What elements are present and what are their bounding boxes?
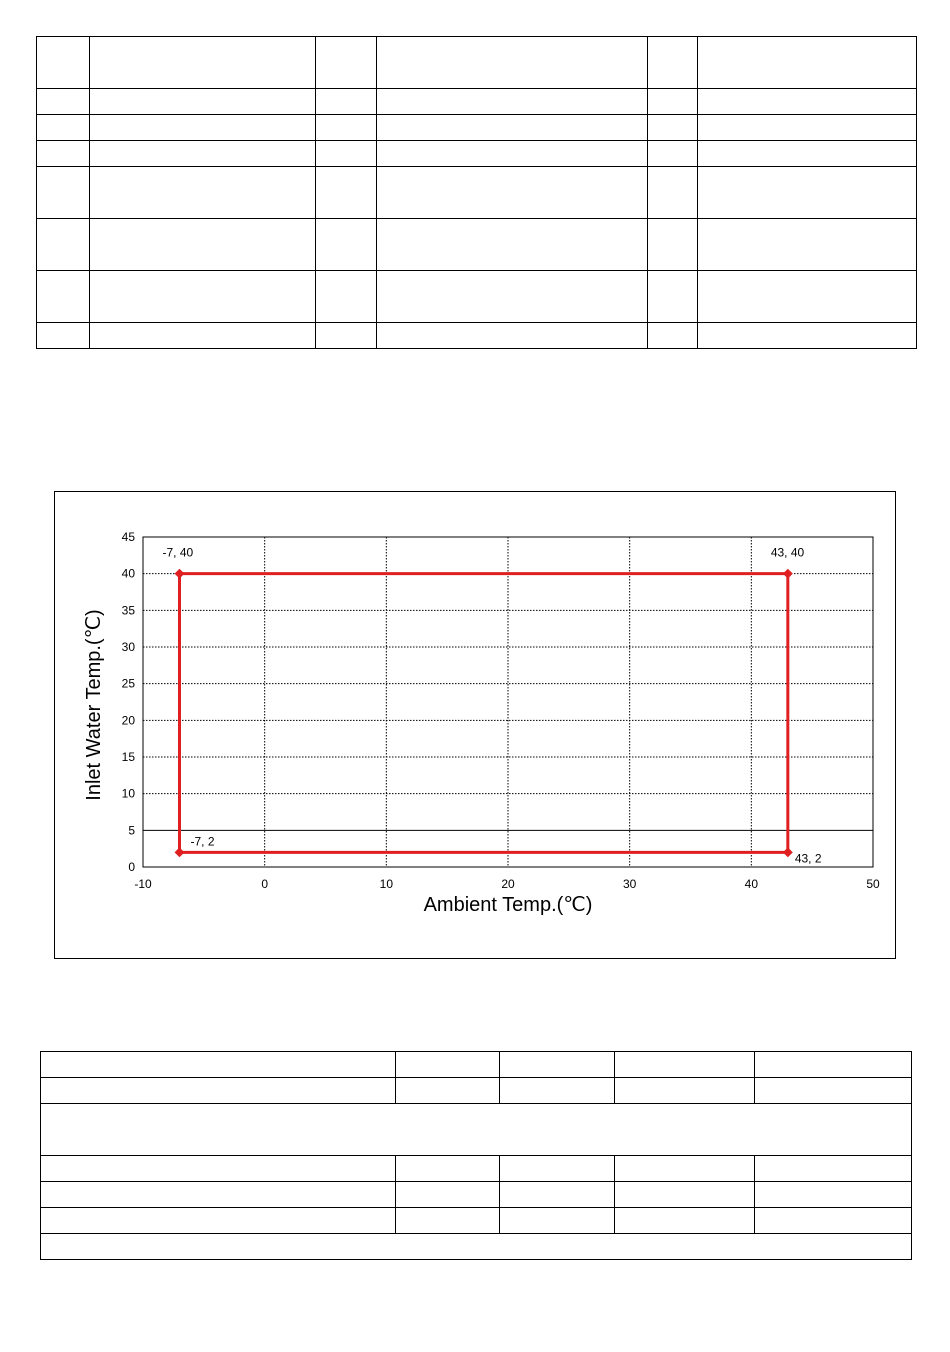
table-cell — [37, 323, 90, 349]
table-row — [37, 141, 917, 167]
table-cell — [377, 37, 648, 89]
table-cell — [377, 141, 648, 167]
table-cell — [648, 271, 698, 323]
table-row — [37, 323, 917, 349]
table-cell — [37, 271, 90, 323]
table-cell — [500, 1052, 615, 1078]
table-cell — [90, 89, 316, 115]
table-cell — [698, 219, 917, 271]
merged-cell — [41, 1104, 912, 1156]
table-cell — [615, 1182, 755, 1208]
table-cell — [755, 1078, 912, 1104]
table-cell — [377, 167, 648, 219]
table-cell — [648, 141, 698, 167]
x-tick-label: 30 — [622, 877, 637, 891]
y-axis-title: Inlet Water Temp.(℃) — [83, 609, 105, 801]
table-cell — [37, 37, 90, 89]
table-cell — [316, 219, 377, 271]
table-cell — [90, 115, 316, 141]
table-cell — [41, 1182, 396, 1208]
table-cell — [698, 271, 917, 323]
table-cell — [396, 1156, 500, 1182]
table-row — [41, 1104, 912, 1156]
table-row — [41, 1078, 912, 1104]
table-row — [37, 167, 917, 219]
table-row — [41, 1234, 912, 1260]
table-cell — [37, 219, 90, 271]
table-cell — [648, 167, 698, 219]
table-cell — [41, 1078, 396, 1104]
table-cell — [500, 1156, 615, 1182]
x-axis-title: Ambient Temp.(℃) — [423, 894, 593, 916]
table-cell — [316, 115, 377, 141]
y-tick-label: 40 — [121, 566, 135, 581]
x-tick-label: 0 — [261, 877, 269, 891]
data-point-marker — [175, 847, 185, 857]
table-cell — [37, 141, 90, 167]
table-row — [37, 37, 917, 89]
table-row — [37, 115, 917, 141]
table-cell — [90, 167, 316, 219]
y-tick-label: 20 — [121, 713, 135, 728]
table-row — [37, 89, 917, 115]
x-tick-label: 50 — [866, 877, 880, 891]
x-tick-label: -10 — [134, 877, 152, 891]
table-cell — [41, 1208, 396, 1234]
table-cell — [755, 1182, 912, 1208]
y-tick-label: 45 — [121, 530, 135, 544]
table-cell — [316, 271, 377, 323]
table-cell — [90, 271, 316, 323]
data-label: 43, 2 — [794, 851, 822, 866]
table-cell — [377, 89, 648, 115]
y-tick-label: 30 — [121, 640, 135, 654]
table-cell — [755, 1052, 912, 1078]
table-cell — [90, 141, 316, 167]
data-label: 43, 40 — [770, 545, 805, 560]
table-cell — [698, 115, 917, 141]
merged-cell — [41, 1234, 912, 1260]
x-tick-label: 40 — [744, 877, 759, 891]
y-tick-label: 0 — [128, 860, 135, 874]
y-tick-label: 25 — [121, 676, 135, 691]
table-cell — [377, 323, 648, 349]
table-row — [41, 1156, 912, 1182]
y-tick-label: 10 — [121, 786, 135, 801]
table-cell — [316, 89, 377, 115]
table-cell — [500, 1208, 615, 1234]
y-tick-label: 15 — [121, 750, 135, 764]
table-cell — [615, 1156, 755, 1182]
table-cell — [698, 141, 917, 167]
table-row — [41, 1208, 912, 1234]
table-cell — [41, 1052, 396, 1078]
table-cell — [396, 1078, 500, 1104]
table-cell — [648, 115, 698, 141]
data-point-marker — [783, 847, 793, 857]
table-cell — [90, 219, 316, 271]
table-cell — [41, 1156, 396, 1182]
y-tick-label: 35 — [121, 603, 135, 618]
table-cell — [37, 89, 90, 115]
table-cell — [500, 1182, 615, 1208]
table-cell — [316, 167, 377, 219]
table-cell — [648, 37, 698, 89]
table-cell — [648, 323, 698, 349]
table-row — [41, 1052, 912, 1078]
table-row — [37, 219, 917, 271]
table-cell — [396, 1208, 500, 1234]
table-cell — [396, 1052, 500, 1078]
table-cell — [500, 1078, 615, 1104]
table-cell — [698, 37, 917, 89]
series-line — [180, 574, 788, 853]
table-cell — [698, 323, 917, 349]
y-tick-label: 5 — [128, 823, 135, 838]
data-point-marker — [175, 569, 185, 579]
table-cell — [377, 115, 648, 141]
x-tick-label: 20 — [501, 877, 515, 891]
table-cell — [316, 323, 377, 349]
table-cell — [37, 167, 90, 219]
table-row — [37, 271, 917, 323]
data-point-marker — [783, 569, 793, 579]
table-cell — [648, 219, 698, 271]
table-cell — [377, 219, 648, 271]
table-cell — [698, 89, 917, 115]
table-cell — [377, 271, 648, 323]
table-cell — [316, 141, 377, 167]
table-cell — [615, 1208, 755, 1234]
bottom-spec-table — [40, 1051, 912, 1260]
table-cell — [37, 115, 90, 141]
table-cell — [316, 37, 377, 89]
table-cell — [755, 1156, 912, 1182]
data-label: -7, 2 — [190, 834, 215, 849]
table-cell — [615, 1052, 755, 1078]
chart-canvas — [55, 492, 897, 960]
table-cell — [755, 1208, 912, 1234]
top-spec-table — [36, 36, 917, 349]
table-cell — [90, 37, 316, 89]
table-cell — [615, 1078, 755, 1104]
x-tick-label: 10 — [379, 877, 394, 891]
table-row — [41, 1182, 912, 1208]
table-cell — [90, 323, 316, 349]
table-cell — [648, 89, 698, 115]
operating-range-chart — [54, 491, 896, 959]
data-label: -7, 40 — [162, 545, 194, 560]
table-cell — [396, 1182, 500, 1208]
table-cell — [698, 167, 917, 219]
